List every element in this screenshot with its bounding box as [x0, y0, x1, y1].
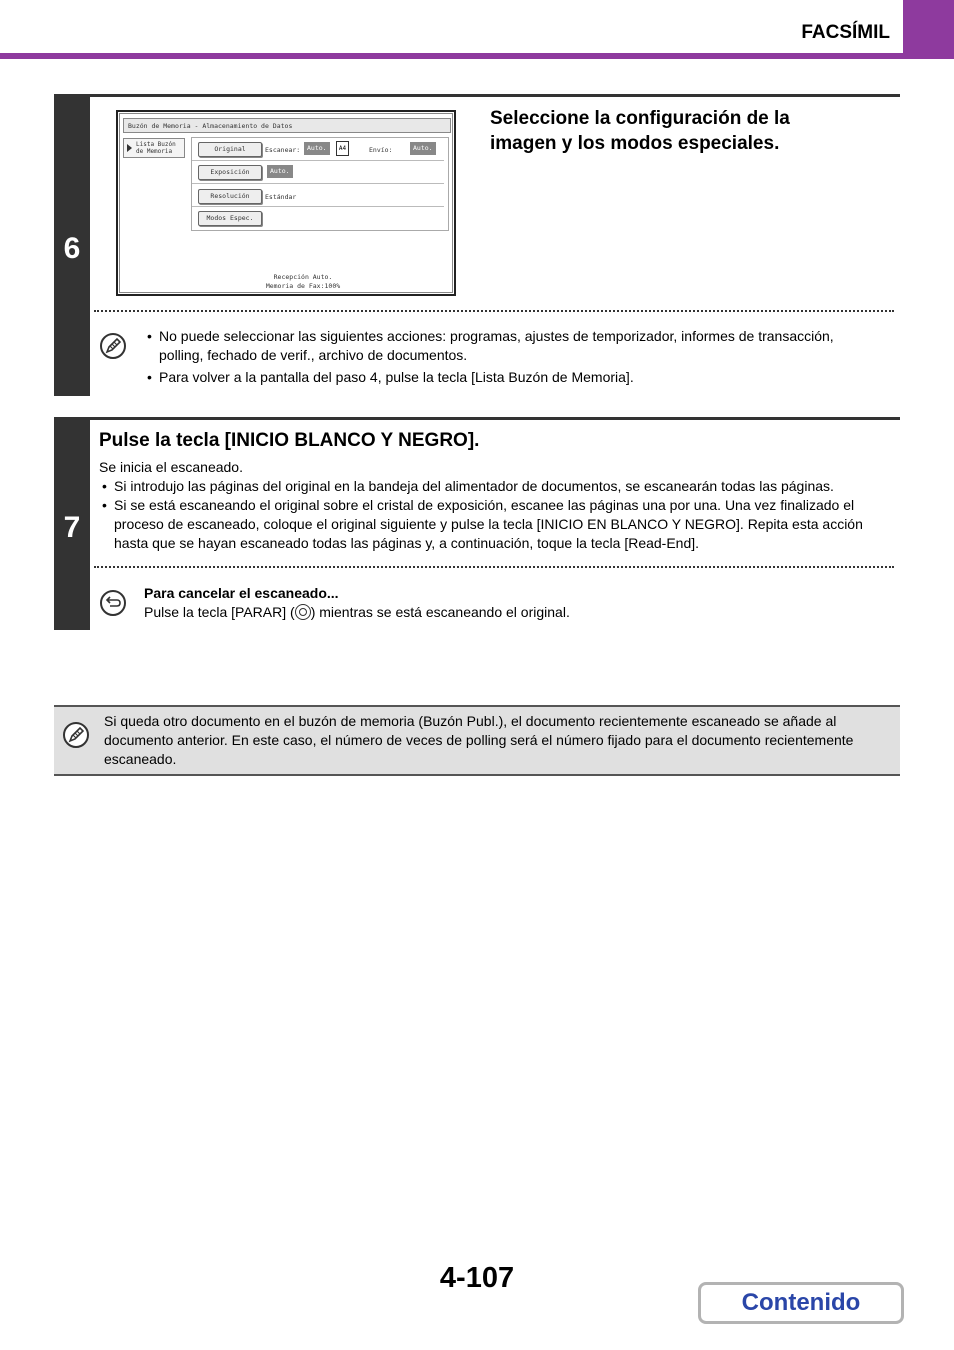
triangle-icon — [127, 144, 132, 152]
row-divider — [192, 206, 444, 207]
status-area: Recepción Auto. Memoria de Fax:100% — [265, 273, 341, 290]
stop-key-icon — [295, 604, 311, 620]
note-item: • Para volver a la pantalla del paso 4, pulse la tecla [Lista Buzón de Memoria]. — [144, 368, 874, 387]
step-6-notes — [144, 327, 874, 387]
dotted-divider — [94, 566, 894, 568]
special-modes-button[interactable]: Modos Espec. — [198, 211, 262, 226]
exposure-value: Auto. — [267, 165, 293, 178]
back-arrow-icon — [100, 590, 126, 616]
send-value: Auto. — [410, 142, 436, 155]
note-pencil-icon — [63, 722, 89, 748]
note-pencil-icon — [100, 333, 126, 359]
step-6-rule — [54, 94, 900, 97]
memory-box-list-button[interactable]: Lista Buzón de Memoria — [123, 138, 185, 158]
step-6-number: 6 — [63, 232, 81, 265]
screen-mockup — [116, 110, 456, 296]
step-6-heading: Seleccione la configuración de la imagen y los modos especiales. — [490, 108, 790, 154]
step-7-intro: Se inicia el escaneado. — [99, 459, 243, 475]
section-title: FACSÍMIL — [801, 22, 890, 43]
resolution-value: Estándar — [265, 193, 297, 201]
dotted-divider — [94, 310, 894, 312]
cancel-title: Para cancelar el escaneado... — [144, 585, 339, 601]
scan-value: Auto. — [304, 142, 330, 155]
original-button[interactable]: Original — [198, 142, 262, 157]
page-number: 4-107 — [439, 1262, 515, 1294]
step-7-rule — [54, 417, 900, 420]
header-rule — [0, 53, 954, 59]
note-box — [54, 705, 900, 776]
exposure-button[interactable]: Exposición — [198, 165, 262, 180]
row-divider — [192, 183, 444, 184]
note-item: • No puede seleccionar las siguientes acciones: programas, ajustes de temporizador, informes de transacción, polling, fechado de verif., archivo de documentos. — [144, 327, 874, 365]
step-7-bullets — [99, 477, 899, 553]
contents-button[interactable]: Contenido — [698, 1282, 904, 1324]
resolution-button[interactable]: Resolución — [198, 189, 262, 204]
note-text: Si queda otro documento en el buzón de memoria (Buzón Publ.), el documento recientemente escaneado se añade al documento anterior. En este caso, el número de veces de polling será el número fijado para el documento recientemente escaneado. — [104, 713, 854, 767]
scan-label: Escanear: — [265, 146, 301, 154]
bullet-item: • Si se está escaneando el original sobre el cristal de exposición, escanee las páginas una por una. Una vez finalizado el proceso de escaneado, coloque el original siguiente y pulse la tecla [INICIO EN BLANCO Y NEGRO]. Repita esta acción hasta que se hayan escaneado todas las páginas y, a continuación, toque la tecla [Read-End]. — [99, 496, 899, 553]
step-6 — [54, 94, 900, 396]
bullet-item: • Si introdujo las páginas del original en la bandeja del alimentador de documentos, se escanearán todas las páginas. — [99, 477, 899, 496]
step-7 — [54, 417, 900, 630]
paper-size: A4 — [336, 141, 349, 156]
cancel-text: Pulse la tecla [PARAR] ( ) mientras se está escaneando el original. — [144, 604, 570, 620]
step-7-number: 7 — [63, 511, 81, 544]
row-divider — [192, 160, 444, 161]
send-label: Envío: — [369, 146, 393, 154]
screen-title: Buzón de Memoria - Almacenamiento de Datos — [123, 118, 451, 133]
header-tab — [903, 0, 954, 53]
step-7-heading: Pulse la tecla [INICIO BLANCO Y NEGRO]. — [99, 430, 480, 451]
